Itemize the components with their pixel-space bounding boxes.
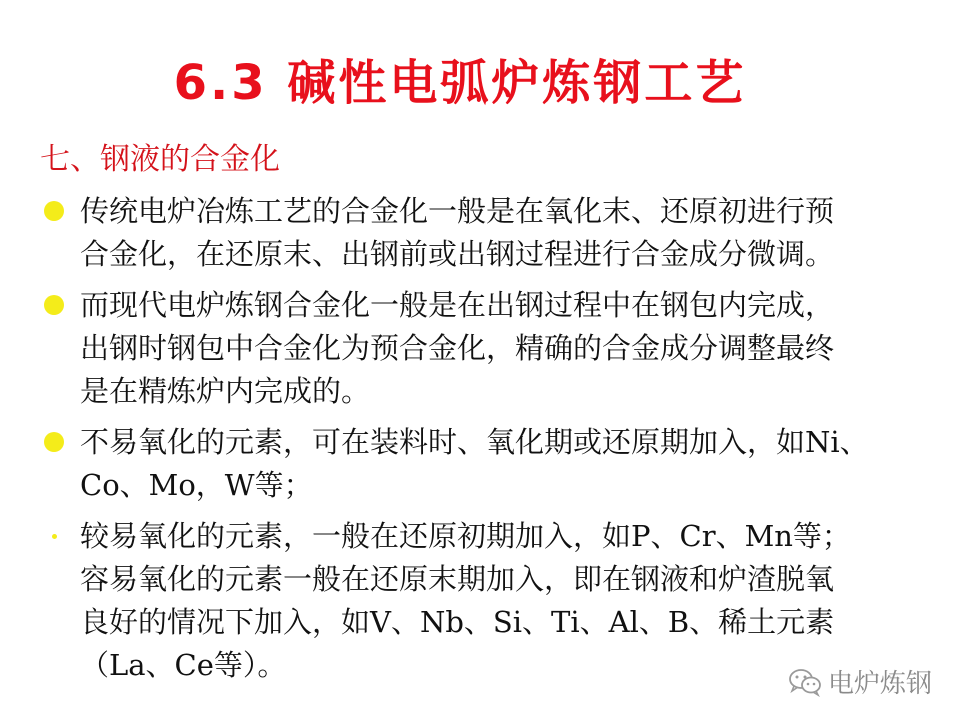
bullet-dot-icon — [44, 201, 64, 221]
section-heading: 七、钢液的合金化 — [40, 142, 280, 177]
bullet-text-line: 较易氧化的元素，一般在还原初期加入，如P、Cr、Mn等； — [80, 519, 851, 553]
bullet-dot-icon — [44, 432, 64, 452]
watermark-text: 电炉炼钢 — [827, 669, 932, 699]
bullet-text-line: 出钢时钢包中合金化为预合金化，精确的合金成分调整最终 — [80, 331, 835, 365]
bullet-text-line: 不易氧化的元素，可在装料时、氧化期或还原期加入，如Ni、 — [80, 425, 869, 459]
bullet-text-line: 而现代电炉炼钢合金化一般是在出钢过程中在钢包内完成， — [80, 288, 835, 322]
bullet-item-3 — [0, 421, 960, 507]
bullet-text-line: 良好的情况下加入，如V、Nb、Si、Ti、Al、B、稀土元素 — [80, 605, 835, 639]
wechat-icon — [788, 667, 822, 697]
slide-title: 6.3 碱性电弧炉炼钢工艺 — [173, 55, 747, 111]
bullet-item-2 — [0, 284, 960, 413]
watermark — [788, 663, 932, 700]
bullet-dot-icon — [52, 534, 57, 539]
bullet-text-line: Co、Mo，W等； — [80, 468, 313, 502]
bullet-item-1 — [0, 190, 960, 276]
bullet-item-4 — [0, 515, 960, 687]
bullet-list — [0, 190, 960, 695]
bullet-text-line: 容易氧化的元素一般在还原末期加入，即在钢液和炉渣脱氧 — [80, 562, 835, 596]
bullet-text-line: 合金化，在还原末、出钢前或出钢过程进行合金成分微调。 — [80, 237, 835, 271]
bullet-text-line: （La、Ce等）。 — [80, 648, 287, 682]
bullet-dot-icon — [44, 295, 64, 315]
bullet-text-line: 传统电炉冶炼工艺的合金化一般是在氧化末、还原初进行预 — [80, 194, 835, 228]
bullet-text-line: 是在精炼炉内完成的。 — [80, 374, 371, 408]
